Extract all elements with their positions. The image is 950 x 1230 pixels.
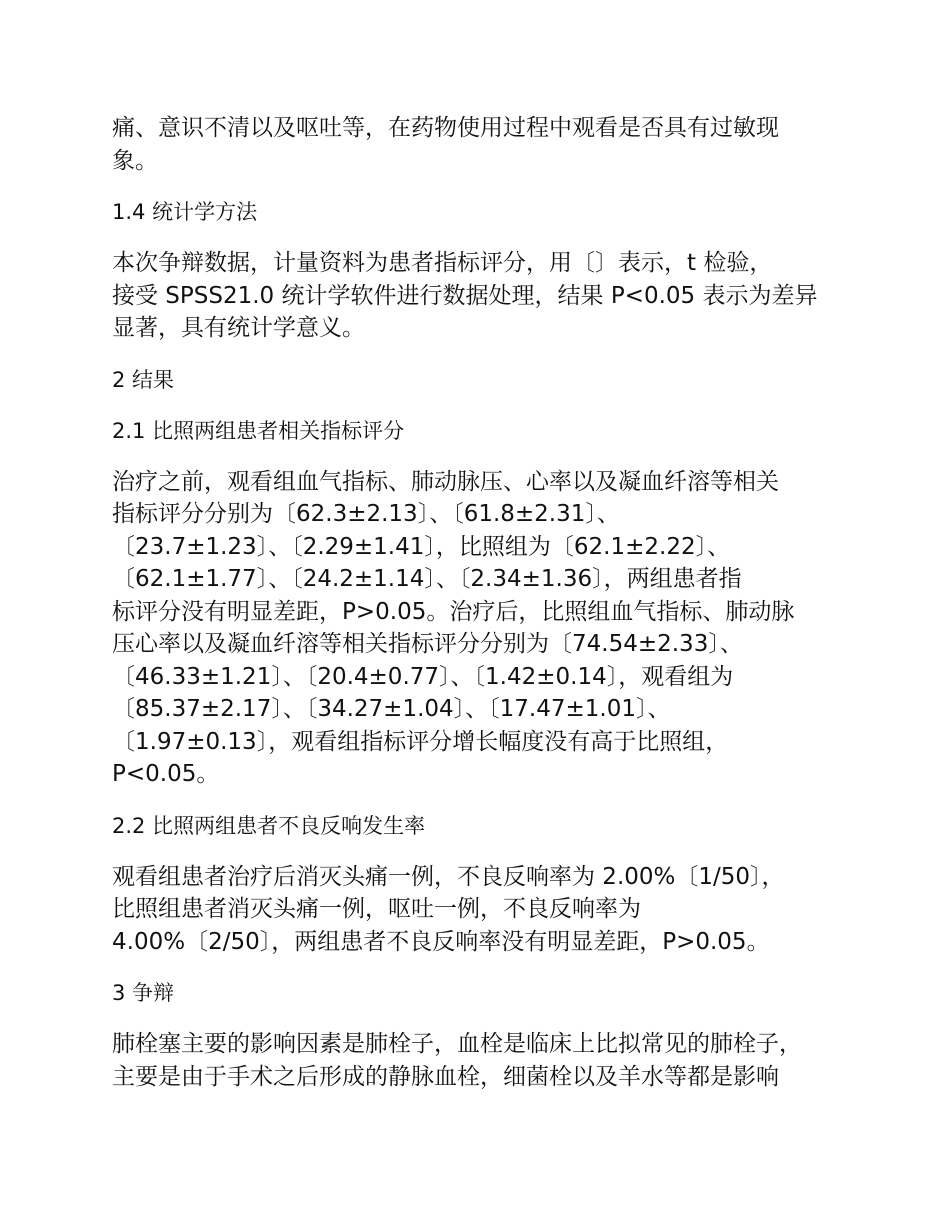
text-line: P<0.05。 [112, 761, 220, 787]
paragraph-indicator-scores [112, 466, 842, 791]
heading-3: 3 争辩 [112, 981, 175, 1005]
text-line: 指标评分分别为〔62.3±2.13〕、〔61.8±2.31〕、 [112, 501, 620, 527]
paragraph-adverse-reactions [112, 861, 842, 959]
text-line: 接受 SPSS21.0 统计学软件进行数据处理，结果 P<0.05 表示为差异 [112, 282, 818, 309]
text-line: 〔1.97±0.13〕，观看组指标评分增长幅度没有高于比照组， [112, 728, 729, 755]
text-line: 〔62.1±1.77〕、〔24.2±1.14〕、〔2.34±1.36〕，两组患者指 [112, 566, 742, 592]
text-line: 〔85.37±2.17〕、〔34.27±1.04〕、〔17.47±1.01〕、 [112, 696, 671, 722]
heading-2: 2 结果 [112, 367, 175, 392]
text-line: 观看组患者治疗后消灭头痛一例，不良反响率为 2.00%〔1/50〕， [112, 863, 785, 890]
text-line: 本次争辩数据，计量资料为患者指标评分，用〔〕表示，t 检验， [112, 250, 773, 276]
text-line: 显著，具有统计学意义。 [112, 315, 365, 341]
document-page [112, 112, 842, 1112]
text-line: 比照组患者消灭头痛一例，呕吐一例，不良反响率为 [112, 896, 641, 922]
text-line: 标评分没有明显差距，P>0.05。治疗后，比照组血气指标、肺动脉 [112, 598, 795, 625]
paragraph-discussion [112, 1028, 842, 1093]
text-line: 肺栓塞主要的影响因素是肺栓子，血栓是临床上比拟常见的肺栓子， [112, 1031, 802, 1057]
paragraph-symptoms [112, 112, 842, 177]
heading-2-1: 2.1 比照两组患者相关指标评分 [112, 418, 405, 443]
text-line: 4.00%〔2/50〕，两组患者不良反响率没有明显差距，P>0.05。 [112, 928, 770, 955]
text-line: 主要是由于手术之后形成的静脉血栓，细菌栓以及羊水等都是影响 [112, 1063, 779, 1090]
paragraph-statistics [112, 247, 842, 345]
heading-2-2: 2.2 比照两组患者不良反响发生率 [112, 813, 426, 838]
text-line: 象。 [112, 147, 158, 174]
text-line: 痛、意识不清以及呕吐等，在药物使用过程中观看是否具有过敏现 [112, 115, 779, 141]
text-line: 〔23.7±1.23〕、〔2.29±1.41〕，比照组为〔62.1±2.22〕、 [112, 533, 731, 560]
heading-1-4: 1.4 统计学方法 [112, 200, 258, 224]
text-line: 治疗之前，观看组血气指标、肺动脉压、心率以及凝血纤溶等相关 [112, 468, 779, 495]
text-line: 〔46.33±1.21〕、〔20.4±0.77〕、〔1.42±0.14〕，观看组为 [112, 663, 734, 690]
text-line: 压心率以及凝血纤溶等相关指标评分分别为〔74.54±2.33〕、 [112, 631, 743, 657]
